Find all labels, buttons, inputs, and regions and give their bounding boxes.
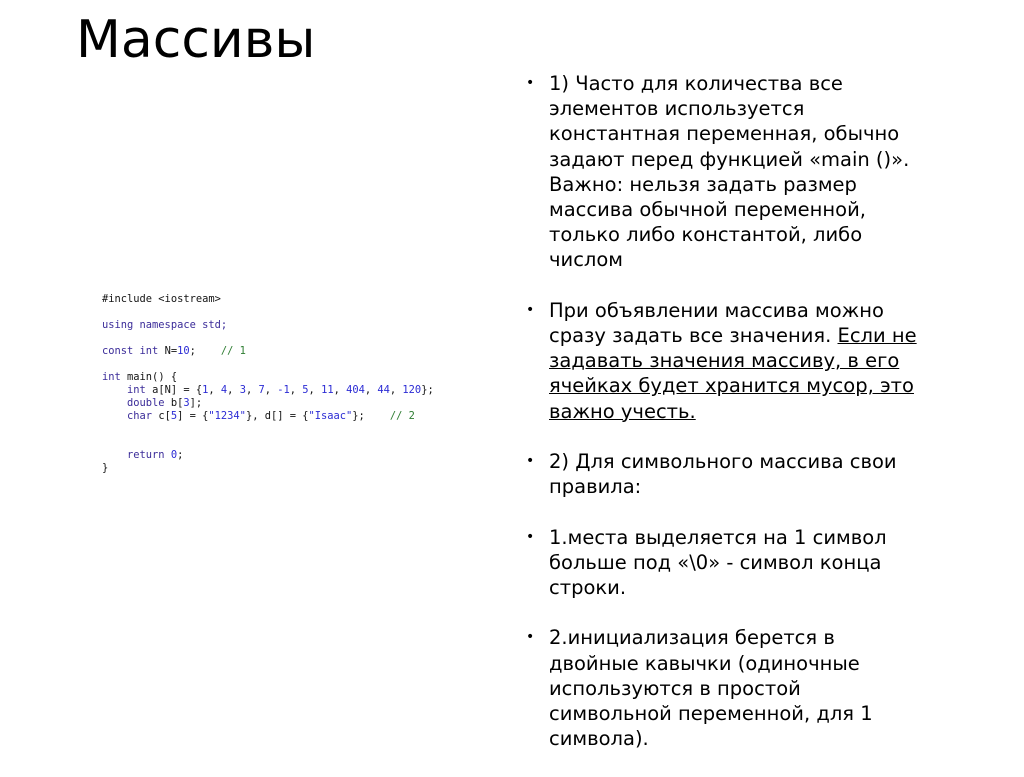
code-token: 5: [302, 384, 309, 396]
code-token: int: [102, 371, 121, 383]
bullet-line: только либо константой, либо: [549, 223, 863, 247]
code-token: const int: [102, 345, 159, 357]
code-token: ,: [389, 384, 403, 396]
code-line: [102, 358, 434, 371]
code-token: c[: [152, 410, 171, 422]
bullet-item: [524, 525, 964, 601]
code-token: 5: [170, 410, 178, 422]
code-line: [102, 462, 434, 475]
code-token: "Isaac": [308, 410, 353, 422]
code-token: a[N] = {: [145, 384, 203, 396]
bullet-dot-icon: •: [526, 453, 535, 470]
code-token: [102, 397, 127, 409]
code-token: ,: [245, 384, 259, 396]
code-token: ,: [227, 384, 240, 396]
code-token: }, d[] = {: [245, 410, 309, 422]
code-token: ] = {: [177, 410, 209, 422]
bullet-segment: сразу задать все значения.: [549, 324, 838, 348]
code-token: "1234": [208, 410, 246, 422]
code-token: 44: [377, 384, 390, 396]
code-token: using namespace std;: [102, 319, 228, 331]
code-token: 120: [402, 384, 422, 396]
code-token: main() {: [120, 371, 178, 383]
bullet-line: 1) Часто для количества все: [549, 72, 843, 95]
code-token: b[: [164, 397, 184, 409]
code-token: ;: [177, 449, 184, 461]
code-line: [102, 306, 434, 319]
code-token: [102, 410, 127, 422]
bullet-line: строки.: [549, 576, 627, 600]
bullet-line: 2) Для символьного массива свои: [549, 450, 897, 474]
bullet-line: больше под «\0» - символ конца: [549, 550, 882, 574]
bullet-line: задают перед функцией «main ()».: [549, 147, 910, 171]
bullet-text: [549, 71, 964, 273]
bullet-line: двойные кавычки (одиночные: [549, 651, 860, 675]
bullet-item: [524, 298, 964, 424]
code-token: return: [127, 449, 165, 461]
code-token: // 2: [389, 410, 415, 422]
code-line: [102, 423, 434, 436]
code-line: [102, 332, 434, 345]
code-token: };: [421, 384, 434, 396]
code-line: [102, 319, 434, 332]
code-token: 7: [258, 384, 265, 396]
code-token: int: [127, 384, 146, 396]
code-line: [102, 397, 434, 410]
code-token: ];: [189, 397, 203, 409]
bullet-dot-icon: •: [526, 528, 535, 545]
code-token: [102, 384, 127, 396]
code-token: 10: [177, 345, 190, 357]
bullet-line: символьной переменной, для 1: [549, 702, 873, 726]
code-line: [102, 436, 434, 449]
code-snippet: [102, 293, 434, 475]
code-token: 0: [170, 449, 178, 461]
bullet-line: 2.инициализация берется в: [549, 626, 835, 650]
code-line: [102, 449, 434, 462]
code-token: #include <iostream>: [102, 293, 221, 305]
code-token: double: [127, 397, 165, 409]
bullet-dot-icon: •: [526, 75, 535, 91]
code-token: N=: [158, 345, 178, 357]
code-token: ,: [208, 384, 221, 396]
code-token: -1: [277, 384, 290, 396]
underlined-text: Если не: [837, 324, 917, 348]
underlined-text: ячейках будет хранится мусор, это: [549, 374, 914, 398]
bullet-line: элементов используется: [549, 97, 805, 121]
code-token: 3: [239, 384, 246, 396]
bullet-text: [549, 298, 964, 424]
code-token: 4: [220, 384, 228, 396]
code-token: ,: [364, 384, 378, 396]
code-token: ;: [189, 345, 221, 357]
code-line: [102, 384, 434, 397]
bullet-line: используются в простой: [549, 676, 801, 700]
bullet-text: [549, 625, 964, 751]
code-token: 11: [321, 384, 334, 396]
slide-title: Массивы: [76, 10, 316, 70]
bullet-list: [524, 71, 964, 777]
code-line: [102, 371, 434, 384]
code-token: // 1: [220, 345, 246, 357]
code-line: [102, 293, 434, 306]
bullet-item: [524, 625, 964, 751]
code-token: ,: [308, 384, 322, 396]
code-token: 3: [183, 397, 190, 409]
code-token: ,: [289, 384, 303, 396]
bullet-line: константная переменная, обычно: [549, 122, 900, 146]
bullet-dot-icon: •: [526, 629, 535, 646]
code-line: [102, 410, 434, 423]
code-token: };: [352, 410, 390, 422]
bullet-item: [524, 449, 964, 499]
bullet-item: [524, 71, 964, 273]
code-token: 1: [202, 384, 209, 396]
code-token: ,: [333, 384, 347, 396]
code-token: char: [127, 410, 153, 422]
bullet-text: [549, 525, 964, 601]
code-line: [102, 345, 434, 358]
code-token: ,: [264, 384, 278, 396]
underlined-text: важно учесть.: [549, 399, 696, 423]
bullet-line: Важно: нельзя задать размер: [549, 172, 857, 196]
code-token: [102, 449, 127, 461]
underlined-text: задавать значения массиву, в его: [549, 349, 900, 373]
bullet-dot-icon: •: [526, 301, 535, 318]
bullet-line: правила:: [549, 475, 642, 499]
bullet-line: массива обычной переменной,: [549, 198, 866, 222]
bullet-line: символа).: [549, 727, 649, 751]
bullet-line: числом: [549, 248, 624, 272]
code-token: }: [102, 462, 109, 474]
bullet-segment: При объявлении массива можно: [549, 298, 884, 322]
bullet-text: [549, 449, 964, 499]
bullet-line: 1.места выделяется на 1 символ: [549, 525, 887, 549]
code-token: 404: [346, 384, 365, 396]
